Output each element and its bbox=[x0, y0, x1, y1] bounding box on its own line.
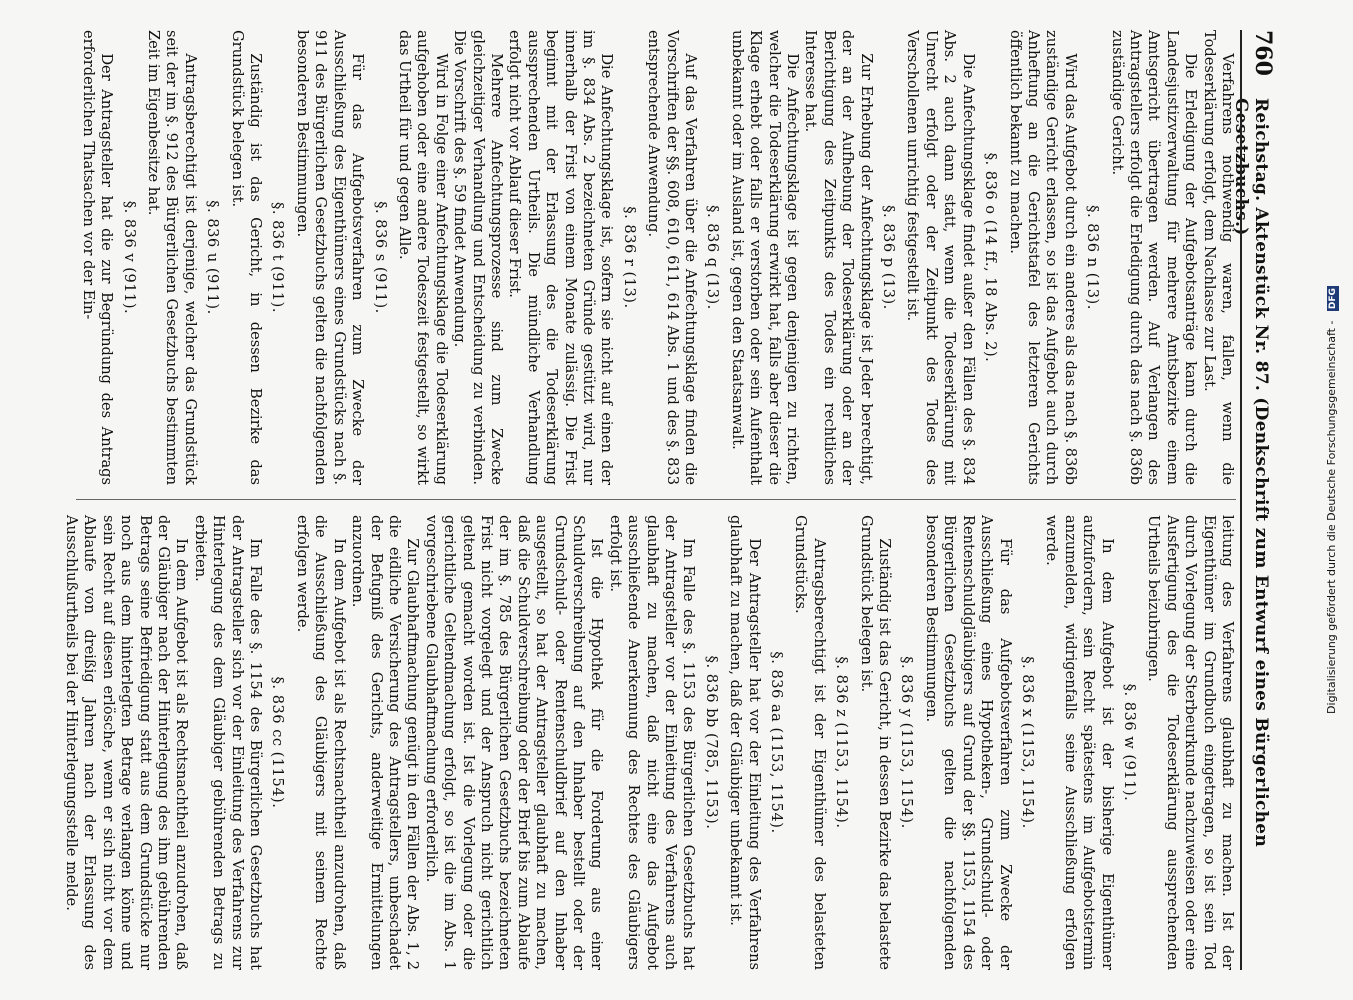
dfg-logo: DFG bbox=[1328, 288, 1338, 310]
paragraph: Ist die Hypothek für die Forderung aus einer Schuldverschreibung auf den Inhaber bestellt oder der Grundschuld- oder Rentenschuldbrief auf den Inhaber ausgestellt, so hat der Antragsteller glaubhaft zu machen, daß die Schuldverschreibung oder der Brief bis zum Ablaufe der im §. 785 des Bürgerlichen Gesetzbuchs bezeichneten Frist nicht vorgelegt und der Anspruch nicht gerichtlich geltend gemacht worden ist. Ist die Vorlegung oder die gerichtliche Geltendmachung erfolgt, so ist die im Abs. 1 vorgeschriebene Glaubhaftmachung erforderlich. bbox=[422, 515, 606, 970]
section-heading: §. 836 x (1153, 1154). bbox=[1018, 656, 1036, 829]
paragraph: Im Falle des §. 1153 des Bürgerlichen Gesetzbuchs hat der Antragsteller vor der Einleitung des Verfahrens auch glaubhaft zu machen, daß nicht eine das Aufgebot ausschließende Anerkennung des Rechtes des Gläubigers erfolgt ist. bbox=[606, 515, 698, 970]
paragraph: Zuständig ist das Gericht, in dessen Bezirke das belastete Grundstück belegen ist. bbox=[857, 515, 894, 970]
paragraph: leitung des Verfahrens glaubhaft zu machen. Ist der Eigenthümer im Grundbuch eingetragen, so ist sein Tod durch Vorlegung der Sterbeurkunde nachzuweisen oder eine Ausfertigung des die Todeserklärung aussprechenden Urtheils beizubringen. bbox=[1145, 515, 1236, 970]
paragraph: Zur Erhebung der Anfechtungsklage ist Jeder berechtigt, der an der Aufhebung der Todeserklärung oder an der Berichtigung des Zeitpunkts des Todes ein rechtliches Interesse hat. bbox=[802, 30, 875, 485]
paragraph: Der Antragsteller hat vor der Einleitung des Verfahrens glaubhaft zu machen, daß der Gläubiger unbekannt ist. bbox=[727, 515, 763, 970]
left-column bbox=[76, 30, 1236, 485]
paragraph: Für das Aufgebotsverfahren zum Zwecke der Ausschließung eines Hypotheken-, Grundschuld- oder Rentenschuldgläubigers auf Grund der §§. 1153, 1154 des Bürgerlichen Gesetzbuchs gelten die nachfolgenden besonderen Bestimmungen. bbox=[922, 515, 1014, 970]
section-heading: §. 836 cc (1154). bbox=[269, 676, 287, 809]
paragraph: Verfahrens nothwendig waren, fallen, wenn die Todeserklärung erfolgt, dem Nachlasse zur Last. bbox=[1200, 30, 1236, 485]
section-heading: §. 836 w (911). bbox=[1120, 683, 1138, 802]
section-heading: §. 836 y (1153, 1154). bbox=[898, 656, 916, 829]
paragraph: Wird in Folge einer Anfechtungsklage die Todeserklärung aufgehoben oder eine andere Todeszeit festgestellt, so wirkt das Urtheil für und gegen Alle. bbox=[395, 30, 450, 485]
paragraph: In dem Aufgebot ist als Rechtsnachtheil anzudrohen, daß die Ausschließung des Gläubigers mit seinem Rechte erfolgen werde. bbox=[293, 515, 348, 970]
paragraph: Für das Aufgebotsverfahren zum Zwecke der Ausschließung des Eigenthümers eines Grundstücks nach §. 911 des Bürgerlichen Gesetzbuchs gelten die nachfolgenden besonderen Bestimmungen. bbox=[293, 30, 367, 485]
paragraph: Die Anfechtungsklage ist gegen denjenigen zu richten, welcher die Todeserklärung erwirkt hat, falls aber dieser die Klage erhebt oder falls er verstorben oder sein Aufenthalt unbekannt oder im Ausland ist, gegen den Staatsanwalt. bbox=[728, 30, 802, 485]
page-number: 760 bbox=[1250, 30, 1276, 76]
section-heading: §. 836 p (13). bbox=[880, 205, 898, 310]
section-heading: §. 836 v (911). bbox=[120, 200, 138, 315]
header-rule bbox=[1240, 30, 1242, 970]
section-heading: §. 836 r (13). bbox=[620, 206, 638, 309]
paragraph: Die Erledigung der Aufgebotsanträge kann durch die Landesjustizverwaltung für mehrere Amtsbezirke einem Amtsgericht übertragen werden. Auf Verlangen des Antragstellers erfolgt die Erledigung durch das nach §. 836b zuständige Gericht. bbox=[1108, 30, 1200, 485]
section-heading: §. 836 t (911). bbox=[269, 202, 287, 313]
section-heading: §. 836 aa (1153, 1154). bbox=[768, 651, 786, 834]
section-heading: §. 836 s (911). bbox=[371, 201, 389, 314]
paragraph: Die Anfechtungsklage ist, sofern sie nicht auf einen der im §. 834 Abs. 2 bezeichneten Gründe gestützt wird, nur innerhalb der Frist von einem Monate zulässig. Die Frist beginnt mit der Erlassung des die Todeserklärung aussprechenden Urtheils. Die mündliche Verhandlung erfolgt nicht vor Ablauf dieser Frist. bbox=[506, 30, 616, 485]
paragraph: Zuständig ist das Gericht, in dessen Bezirke das Grundstück belegen ist. bbox=[228, 30, 265, 485]
section-heading: §. 836 z (1153, 1154). bbox=[833, 656, 851, 829]
column-divider bbox=[76, 499, 1236, 500]
section-heading: §. 836 o (14 ff., 18 Abs. 2). bbox=[982, 152, 1000, 363]
section-heading: §. 836 n (13). bbox=[1084, 205, 1102, 310]
paragraph: Antragsberechtigt ist der Eigenthümer des belasteten Grundstücks. bbox=[792, 515, 828, 970]
digitization-footer bbox=[1325, 0, 1341, 1000]
page-title: Reichstag. Aktenstück Nr. 87. (Denkschrift zum Entwurf eines Bürgerlichen Gesetzbuchs.) bbox=[1231, 97, 1271, 848]
paragraph: In dem Aufgebot ist als Rechtsnachtheil anzudrohen, daß der Gläubiger nach der Hinterlegung des ihm gebührenden Betrags seine Befriedigung statt aus dem Grundstücke nur noch aus dem hinterlegten Betrage verlangen könne und sein Recht auf diesen erlösche, wenn er sich nicht vor dem Ablaufe von dreißig Jahren nach der Erlassung des Ausschlußurtheils bei der Hinterlegungsstelle melde. bbox=[63, 515, 191, 970]
scanned-page bbox=[63, 30, 1286, 970]
page-header bbox=[1231, 30, 1276, 970]
section-heading: §. 836 u (911). bbox=[204, 200, 222, 315]
paragraph: Antragsberechtigt ist derjenige, welcher das Grundstück seit der im §. 912 des Bürgerlichen Gesetzbuchs bestimmten Zeit im Eigenbesitze hat. bbox=[145, 30, 199, 485]
paragraph: In dem Aufgebot ist der bisherige Eigenthümer aufzufordern, sein Recht spätestens im Aufgebotstermin anzumelden, widrigenfalls seine Ausschließung erfolgen werde. bbox=[1043, 515, 1116, 970]
section-heading: §. 836 bb (785, 1153). bbox=[702, 655, 720, 830]
paragraph: Wird das Aufgebot durch ein anderes als das nach §. 836b zuständige Gericht erlassen, so ist das Aufgebot auch durch Anheftung an die Gerichtstafel des letzteren Gerichts öffentlich bekannt zu machen. bbox=[1006, 30, 1079, 485]
paragraph: Mehrere Anfechtungsprozesse sind zum Zwecke gleichzeitiger Verhandlung und Entscheidung zu verbinden. Die Vorschrift des §. 59 findet Anwendung. bbox=[451, 30, 505, 485]
paragraph: Im Falle des §. 1154 des Bürgerlichen Gesetzbuchs hat der Antragsteller sich vor der Einleitung des Verfahrens zur Hinterlegung des dem Gläubiger gebührenden Betrags zu erbieten. bbox=[191, 515, 265, 970]
paragraph: Zur Glaubhaftmachung genügt in den Fällen der Abs. 1, 2 die eidliche Versicherung des Antragstellers, unbeschadet der Befugniß des Gerichts, anderweitige Ermittelungen anzuordnen. bbox=[349, 515, 422, 970]
section-heading: §. 836 q (13). bbox=[704, 205, 722, 310]
footer-text: Digitalisierung gefördert durch die Deutsche Forschungsgemeinschaft - bbox=[1325, 320, 1338, 714]
paragraph: Der Antragsteller hat die zur Begründung des Antrags erforderlichen Thatsachen vor der Ein- bbox=[79, 30, 116, 485]
paragraph: Die Anfechtungsklage findet außer den Fällen des §. 834 Abs. 2 auch dann statt, wenn die Todeserklärung mit Unrecht erfolgt oder der Zeitpunkt des Todes des Verschollenen unrichtig festgestellt ist. bbox=[904, 30, 977, 485]
paragraph: Auf das Verfahren über die Anfechtungsklage finden die Vorschriften der §§. 608, 610, 611, 614 Abs. 1 und des §. 833 entsprechende Anwendung. bbox=[645, 30, 700, 485]
right-column bbox=[63, 515, 1236, 970]
